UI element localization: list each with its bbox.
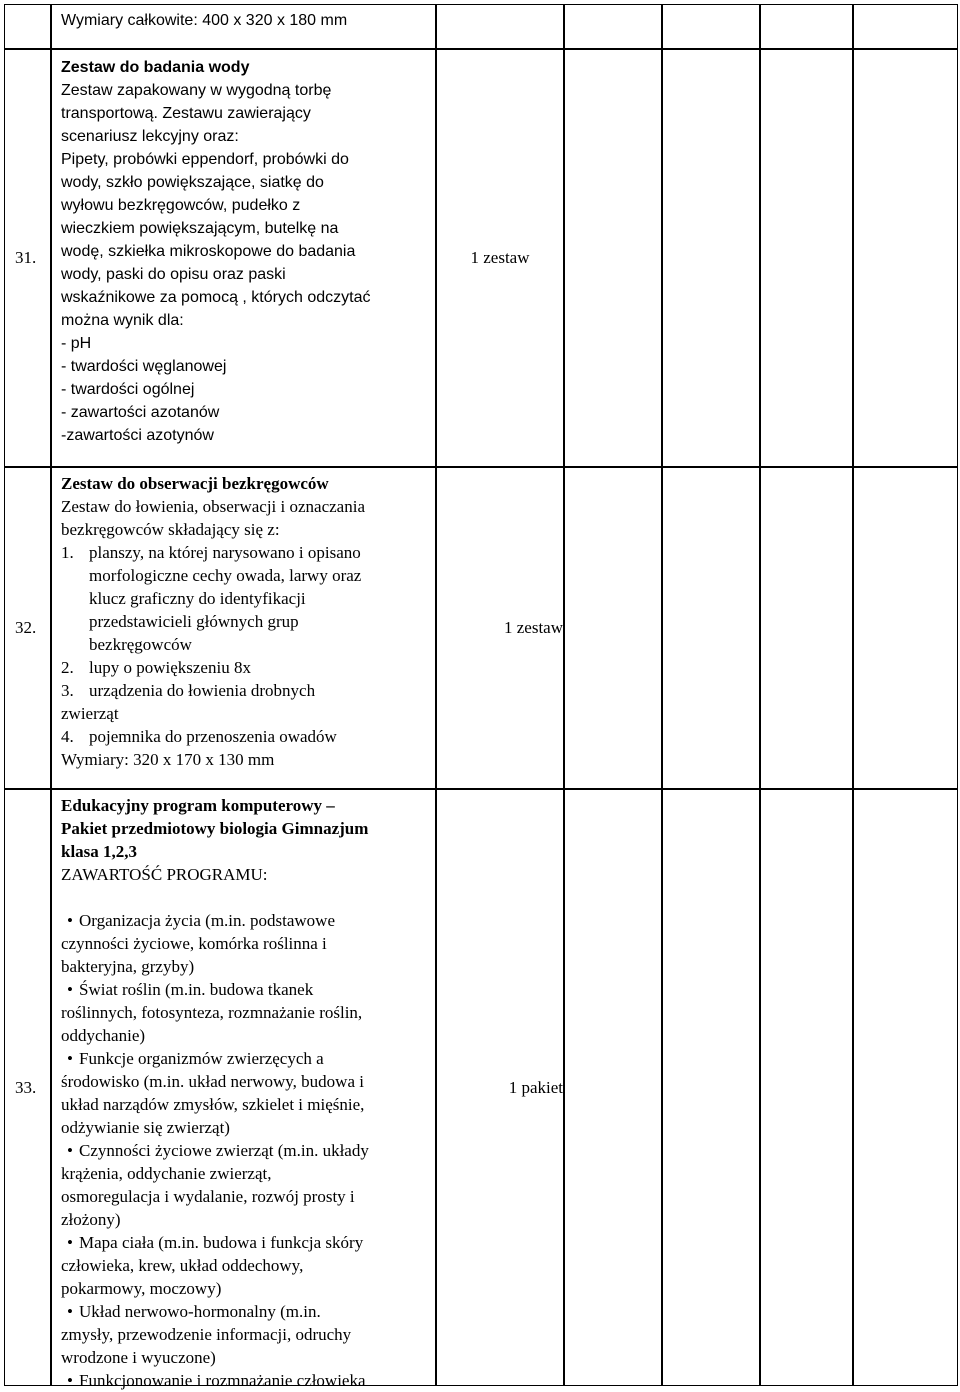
row-32-col4 — [564, 467, 662, 789]
spacer — [61, 886, 435, 909]
description-line: Zestaw zapakowany w wygodną torbę — [61, 82, 332, 99]
list-item: 3. urządzenia do łowienia drobnych — [61, 681, 316, 700]
bullet-icon: • — [67, 1371, 73, 1390]
dimensions: Wymiary: 320 x 170 x 130 mm — [61, 750, 275, 769]
description-line: wody, szkło powiększające, siatkę do — [61, 174, 324, 191]
row-number: 31. — [15, 248, 37, 267]
description-line: Zestaw do łowienia, obserwacji i oznaczania — [61, 497, 365, 516]
row-0-col5 — [662, 4, 760, 49]
bullet-item: • Funkcjonowanie i rozmnażanie człowieka — [61, 1369, 435, 1392]
bullet-icon: • — [67, 1302, 73, 1321]
bullet-icon: • — [67, 911, 73, 930]
row-0-number-cell — [4, 4, 51, 49]
quantity: 1 pakiet — [508, 1077, 563, 1097]
row-32-number — [4, 467, 51, 789]
row-31-number — [4, 49, 51, 467]
row-0-col7 — [853, 4, 958, 49]
row-31-col4 — [564, 49, 662, 467]
description-line: zwierząt — [61, 704, 119, 723]
row-33-col6 — [760, 789, 853, 1386]
row-31-qty-cell — [436, 49, 564, 467]
equipment-table — [4, 4, 958, 1390]
bullet-item: • Organizacja życia (m.in. podstawowe — [61, 909, 435, 932]
row-0-col6 — [760, 4, 853, 49]
row-33-col5 — [662, 789, 760, 1386]
row-33-number — [4, 789, 51, 1386]
row-0-qty-cell — [436, 4, 564, 49]
description-line: bezkręgowców składający się z: — [61, 520, 280, 539]
row-31-col5 — [662, 49, 760, 467]
description-line: - zawartości azotanów — [61, 404, 220, 421]
item-title: Pakiet przedmiotowy biologia Gimnazjum — [61, 819, 369, 838]
program-contents-heading: ZAWARTOŚĆ PROGRAMU: — [61, 865, 268, 884]
description-line: wieczkiem powiększającym, butelkę na — [61, 220, 339, 237]
list-item: 4. pojemnika do przenoszenia owadów — [61, 727, 337, 746]
description-line: wodę, szkiełka mikroskopowe do badania — [61, 243, 356, 260]
row-number: 32. — [15, 618, 37, 637]
row-0-description-cell — [51, 4, 436, 49]
row-31-col7 — [853, 49, 958, 467]
description-line: - pH — [61, 335, 92, 352]
description-line: wskaźnikowe za pomocą , których odczytać — [61, 289, 371, 306]
description-line: wody, paski do opisu oraz paski — [61, 266, 286, 283]
row-32-col7 — [853, 467, 958, 789]
bullet-item: • Mapa ciała (m.in. budowa i funkcja skóry — [61, 1231, 435, 1254]
description-line: można wynik dla: — [61, 312, 184, 329]
bullet-icon: • — [67, 1233, 73, 1252]
description-line: scenariusz lekcyjny oraz: — [61, 128, 239, 145]
item-title: Zestaw do obserwacji bezkręgowców — [61, 474, 329, 493]
item-title: Edukacyjny program komputerowy – — [61, 796, 335, 815]
row-32-col6 — [760, 467, 853, 789]
row-31-col6 — [760, 49, 853, 467]
row-33-col7 — [853, 789, 958, 1386]
description-line: Pipety, probówki eppendorf, probówki do — [61, 151, 349, 168]
list-item: 1. planszy, na której narysowano i opisano morfologiczne cechy owada, larwy oraz klucz graficzny do identyfikacji przedstawicieli głównych grup bezkręgowców — [61, 543, 362, 654]
row-32-qty-cell — [436, 467, 564, 789]
bullet-item: • Układ nerwowo-hormonalny (m.in. — [61, 1300, 435, 1323]
row-33-qty-cell — [436, 789, 564, 1386]
list-item: 2. lupy o powiększeniu 8x — [61, 658, 251, 677]
description-line: - twardości węglanowej — [61, 358, 227, 375]
bullet-icon: • — [67, 1141, 73, 1160]
bullet-item: • Funkcje organizmów zwierzęcych a — [61, 1047, 435, 1070]
row-0-dimensions: Wymiary całkowite: 400 x 320 x 180 mm — [61, 12, 348, 29]
components-list — [61, 541, 435, 702]
row-33-col4 — [564, 789, 662, 1386]
bullet-icon: • — [67, 1049, 73, 1068]
item-title: Zestaw do badania wody — [61, 59, 250, 76]
quantity: 1 zestaw — [503, 618, 563, 637]
description-line: wyłowu bezkręgowców, pudełko z — [61, 197, 301, 214]
bullet-icon: • — [67, 980, 73, 999]
bullet-item: • Świat roślin (m.in. budowa tkanek — [61, 978, 435, 1001]
row-33-description-cell: Edukacyjny program komputerowy – Pakiet przedmiotowy biologia Gimnazjum klasa 1,2,3 ZAWARTOŚĆ PROGRAMU: • Organizacja życia (m.in. podstawowe czynności życiowe, komórka roślinna i bakteryjna, grzyby) • Świat roślin (m.in. budowa tkanek roślinnych, fotosynteza, rozmnażanie roślin, oddychanie) • Funkcje organizmów zwierzęcych a środowisko (m.in. układ nerwowy, budowa i układ narządów zmysłów, szkielet i mięśnie, odżywianie się zwierząt) • Czynności życiowe zwierząt (m.in. układy krążenia, oddychanie zwierząt, osmoregulacja i wydalanie, rozwój prosty i złożony) • Mapa ciała (m.in. budowa i funkcja skóry człowieka, krew, układ oddechowy, pokarmowy, moczowy) • Układ nerwowo-hormonalny (m.in. zmysły, przewodzenie informacji, odruchy wrodzone i wyuczone) • Funkcjonowanie i rozmnażanie człowieka — [51, 789, 436, 1386]
row-0-col4 — [564, 4, 662, 49]
row-31-description-cell — [51, 49, 436, 467]
components-list-cont — [61, 725, 435, 748]
quantity: 1 zestaw — [470, 248, 530, 267]
description-line: -zawartości azotynów — [61, 427, 214, 444]
row-number: 33. — [15, 1077, 37, 1097]
item-title: klasa 1,2,3 — [61, 842, 138, 861]
row-32-col5 — [662, 467, 760, 789]
description-line: - twardości ogólnej — [61, 381, 195, 398]
bullet-item: • Czynności życiowe zwierząt (m.in. układy — [61, 1139, 435, 1162]
row-32-description-cell — [51, 467, 436, 789]
description-line: transportową. Zestawu zawierający — [61, 105, 311, 122]
